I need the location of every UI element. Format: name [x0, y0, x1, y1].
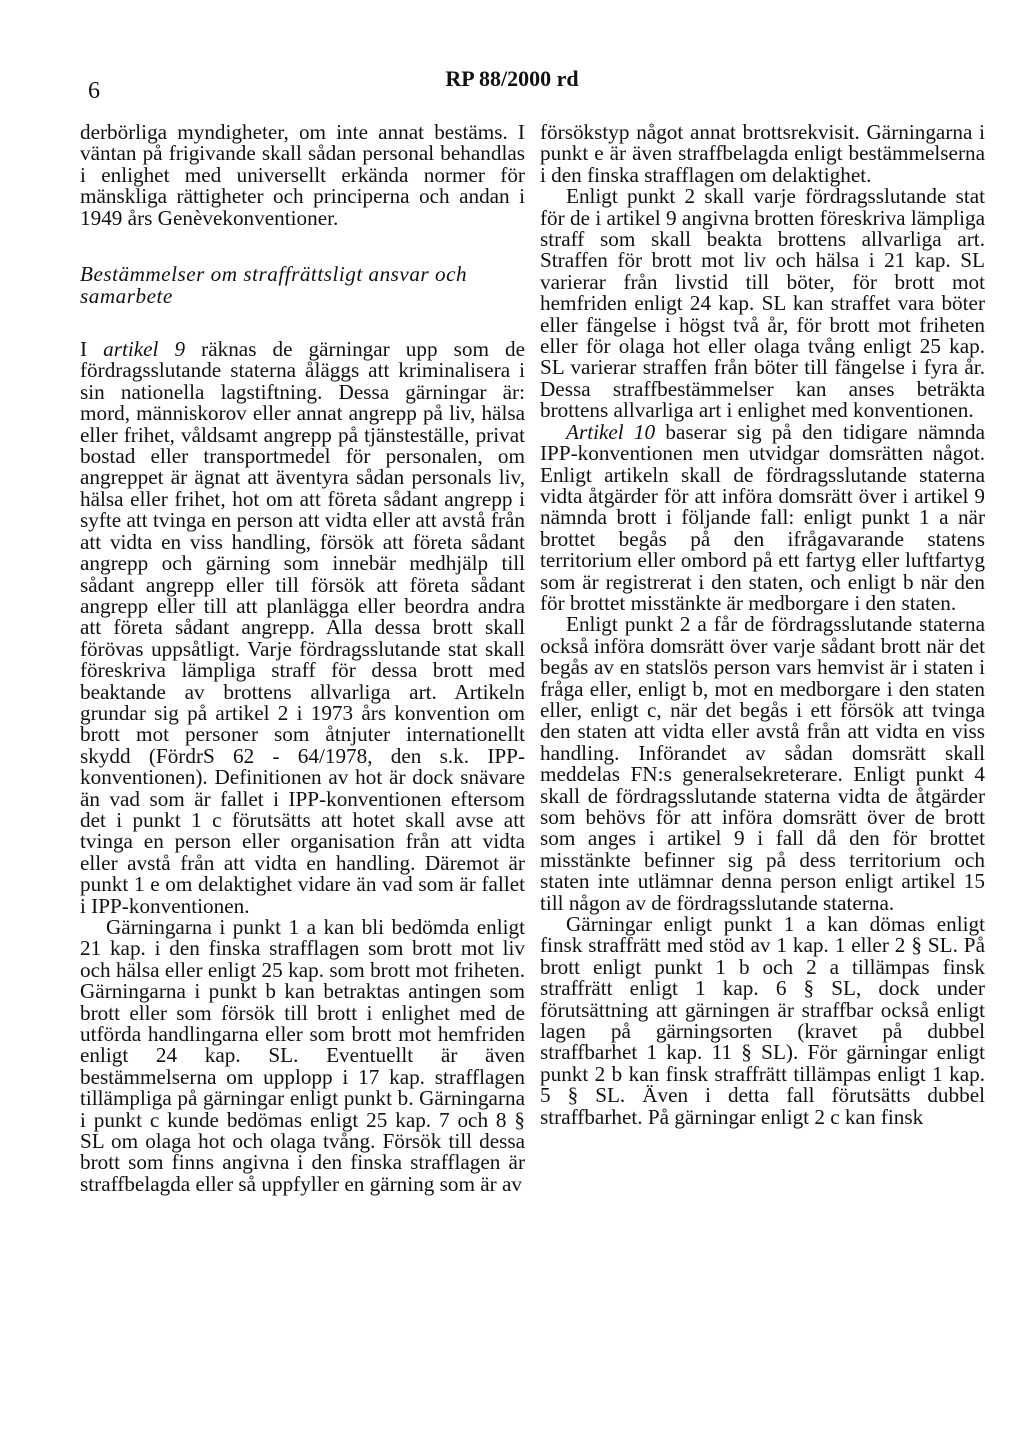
paragraph: Enligt punkt 2 skall varje fördragsslutande stat för de i artikel 9 angivna brotten föreskriva lämpliga straff som skall beakta brottens allvarliga art. Straffen för brott mot liv och hälsa i 21 kap. SL varierar från livstid till böter, för brott mot hemfriden enligt 24 kap. SL kan straffet vara böter eller fängelse i högst två år, för brott mot friheten eller för olaga hot eller olaga tvång enligt 25 kap. SL varierar straffen från böter till fängelse i fyra år. Dessa straffbestämmelser kan anses beträkta brottens allvarliga art i enlighet med konventionen.	[540, 184, 985, 423]
paragraph: Enligt punkt 2 a får de fördragsslutande staterna också införa domsrätt över varje sådant brott när det begås av en statslös person vars hemvist är i staten i fråga eller, enligt b, mot en medborgare i den staten eller, enligt c, när det begås i ett försök att tvinga den staten att vidta eller avstå från att vidta en viss handling. Införandet av sådan domsrätt skall meddelas FN:s generalsekreterare. Enligt punkt 4 skall de fördragsslutande staterna vidta de åtgärder som behövs för att införa domsrätt över de brott som anges i artikel 9 i fall då den för brottet misstänkte befinner sig på dess territorium och staten inte utlämnar denna person enligt artikel 15 till någon av de fördragsslutande staterna.	[540, 612, 985, 915]
paragraph: försökstyp något annat brottsrekvisit. Gärningarna i punkt e är även straffbelagda enligt bestämmelserna i den finska strafflagen om delaktighet.	[540, 120, 985, 187]
article-reference: artikel 9	[103, 337, 186, 362]
paragraph: Gärningarna i punkt 1 a kan bli bedömda enligt 21 kap. i den finska strafflagen som brott mot liv och hälsa eller enligt 25 kap. som brott mot friheten. Gärningarna i punkt b kan betraktas antingen som brott eller som försök till brott i enlighet med de utförda handlingarna eller som brott mot hemfriden enligt 24 kap. SL. Eventuellt är även bestämmelserna om upplopp i 17 kap. strafflagen tillämpliga på gärningar enligt punkt b. Gärningarna i punkt c kunde bedömas enligt 25 kap. 7 och 8 § SL om olaga hot och olaga tvång. Försök till dessa brott som finns angivna i den finska strafflagen är straffbelagda eller så uppfyller en gärning som är av	[80, 915, 525, 1196]
paragraph-text: I	[80, 337, 104, 362]
paragraph-text: baserar sig på den tidigare nämnda IPP-konventionen men utvidgar domsrätten något. Enligt artikeln skall de fördragsslutande staterna vidta åtgärder för att införa domsrätt över i artikel 9 nämnda brott i följande fall: enligt punkt 1 a när brottet begås på den ifrågavarande statens territorium eller ombord på ett fartyg eller luftfartyg som är registrerat i den staten, och enligt b när den för brottet misstänkte är medborgare i den staten.	[540, 419, 986, 615]
right-column	[540, 122, 985, 1128]
paragraph: Gärningar enligt punkt 1 a kan dömas enligt finsk straffrätt med stöd av 1 kap. 1 eller 2 § SL. På brott enligt punkt 1 b och 2 a tillämpas finsk straffrätt enligt 1 kap. 6 § SL, dock under förutsättning att gärningen är straffbar också enligt lagen på gärningsorten (kravet på dubbel straffbarhet 1 kap. 11 § SL). För gärningar enligt punkt 2 b kan finsk straffrätt tillämpas enligt 1 kap. 5 § SL. Även i detta fall förutsätts dubbel straffbarhet. På gärningar enligt 2 c kan finsk	[540, 912, 985, 1129]
page-number: 6	[88, 78, 100, 104]
paragraph	[80, 339, 525, 917]
left-column	[80, 122, 525, 1195]
document-reference: RP 88/2000 rd	[445, 66, 579, 91]
paragraph-text: räknas de gärningar upp som de fördragsslutande staterna åläggs att kriminalisera i sin nationella lagstiftning. Dessa gärningar är: mord, människorov eller annat angrepp på liv, hälsa eller frihet, våldsamt angrepp på tjänsteställe, privat bostad eller transportmedel för personalen, om angreppet är ägnat att äventyra sådan personals liv, hälsa eller frihet, hot om att företa sådant angrepp i syfte att tvinga en person att vidta eller att avstå från att vidta en viss handling, försök att företa sådant angrepp och gärning som innebär medhjälp till sådant angrepp eller till försök att företa sådant angrepp eller till att planlägga eller beordra andra att företa sådant angrepp. Alla dessa brott skall förövas uppsåtligt. Varje fördragsslutande stat skall föreskriva lämpliga straff för dessa brott med beaktande av brottens allvarliga art. Artikeln grundar sig på artikel 2 i 1973 års konvention om brott mot personer som åtnjuter internationellt skydd (FördrS 62 - 64/1978, den s.k. IPP-konventionen). Definitionen av hot är dock snävare än vad som är fallet i IPP-konventionen eftersom det i punkt 1 c förutsätts att hotet skall avse att tvinga en person eller organisation från att vidta eller avstå från att vidta en handling. Däremot är punkt 1 e om delaktighet vidare än vad som är fallet i IPP-konventionen.	[80, 337, 526, 918]
article-reference: Artikel 10	[566, 419, 656, 444]
paragraph	[540, 419, 986, 615]
paragraph: derbörliga myndigheter, om inte annat bestäms. I väntan på frigivande skall sådan personal behandlas i enlighet med universellt erkända normer för mänskliga rättigheter och principerna och andan i 1949 års Genèvekonventioner.	[80, 120, 525, 230]
section-heading: Bestämmelser om straffrättsligt ansvar och samarbete	[80, 262, 468, 309]
